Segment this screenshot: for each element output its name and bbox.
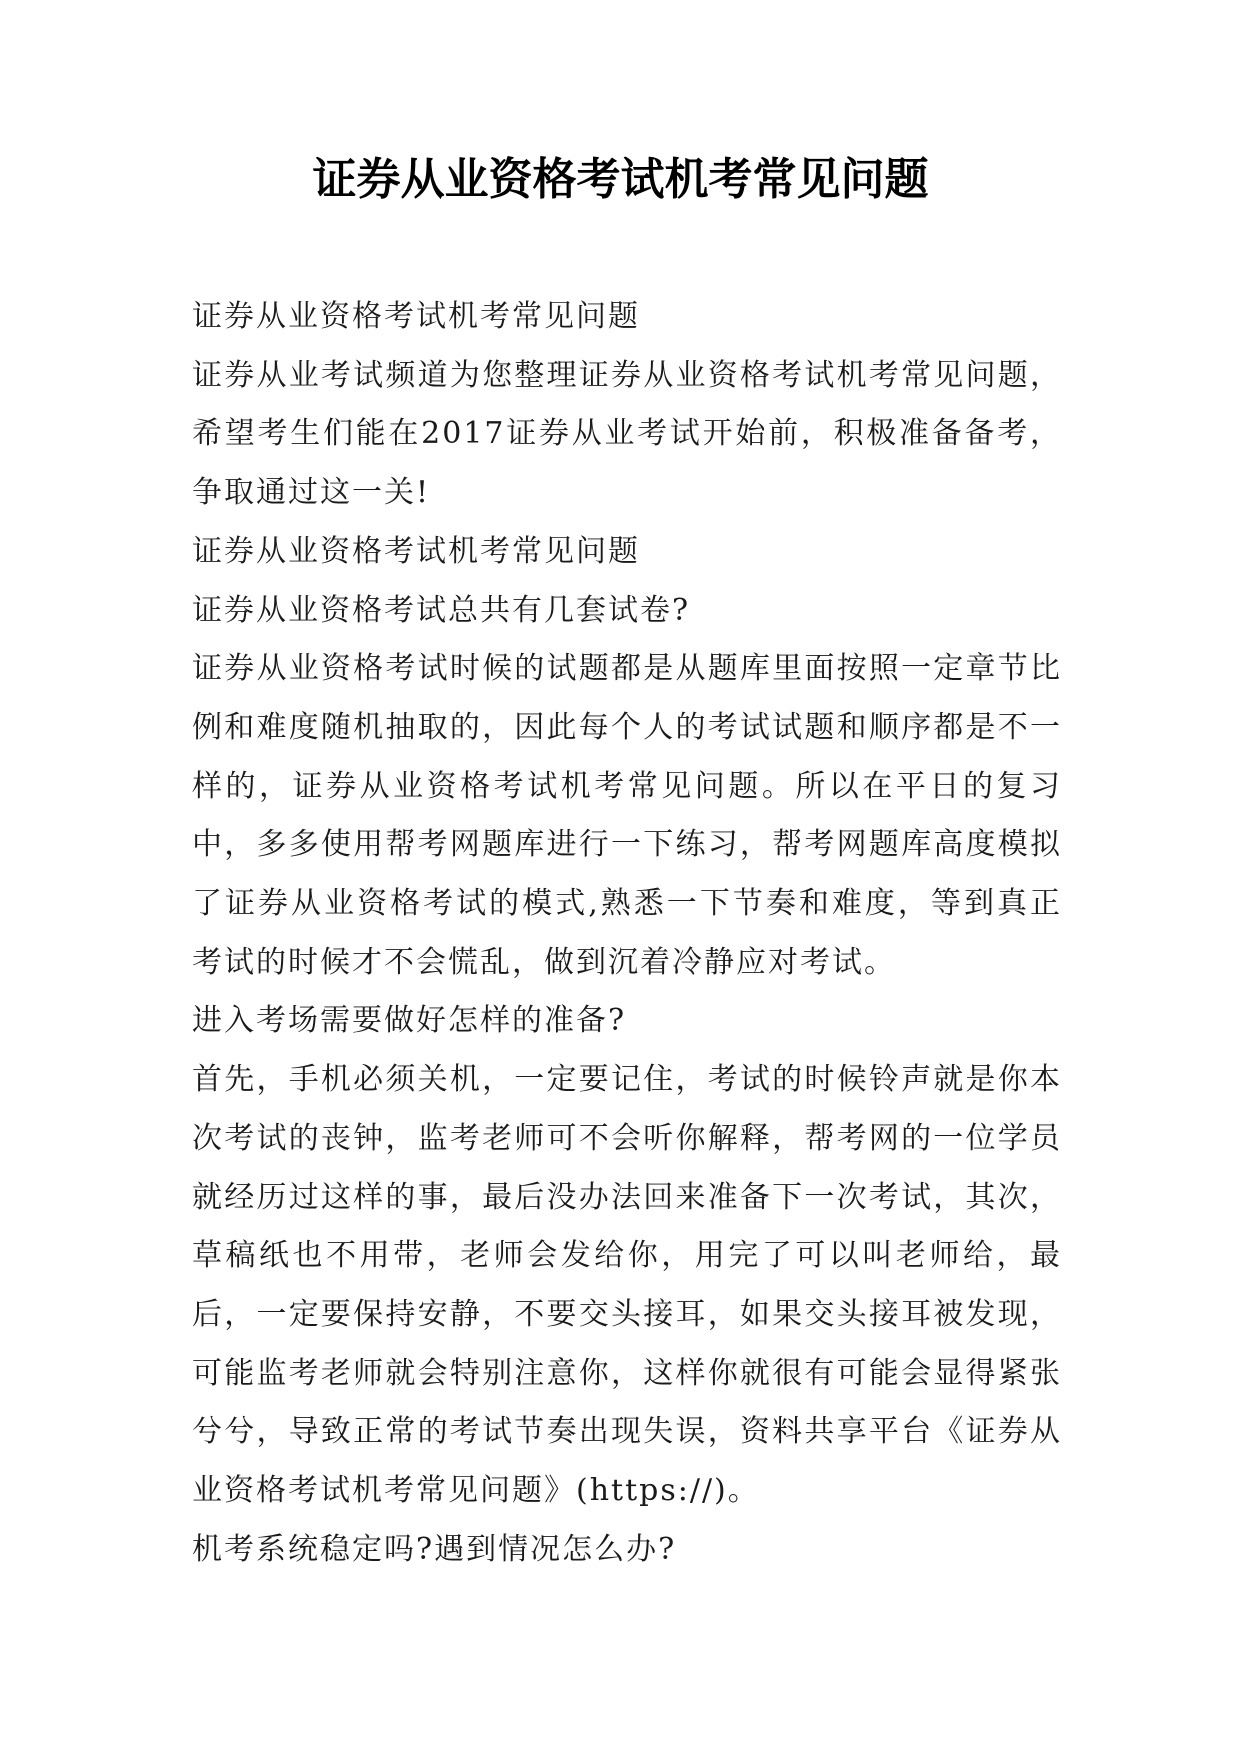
paragraph-subtitle: 证券从业资格考试机考常见问题 — [192, 299, 640, 334]
paragraph-question-2: 进入考场需要做好怎样的准备? — [192, 1003, 627, 1039]
paragraph-answer-1: 证券从业资格考试时候的试题都是从题库里面按照一定章节比例和难度随机抽取的，因此每个人的考试试题和顺序都是不一样的，证券从业资格考试机考常见问题。所以在平日的复习中，多多使用帮考网题库进行一下练习，帮考网题库高度模拟了证券从业资格考试的模式,熟悉一下节奏和难度，等到真正考试的时候才不会慌乱，做到沉着冷静应对考试。 — [192, 651, 1062, 980]
document-body — [192, 288, 1062, 1579]
paragraph-answer-2: 首先，手机必须关机，一定要记住，考试的时候铃声就是你本次考试的丧钟，监考老师可不会听你解释，帮考网的一位学员就经历过这样的事，最后没办法回来准备下一次考试，其次，草稿纸也不用带，老师会发给你，用完了可以叫老师给，最后，一定要保持安静，不要交头接耳，如果交头接耳被发现，可能监考老师就会特别注意你，这样你就很有可能会显得紧张兮兮，导致正常的考试节奏出现失误，资料共享平台《证券从业资格考试机考常见问题》(https://)。 — [192, 1062, 1062, 1509]
document-title: 证券从业资格考试机考常见问题 — [312, 154, 929, 205]
paragraph-section-heading: 证券从业资格考试机考常见问题 — [192, 533, 640, 569]
paragraph-question-1: 证券从业资格考试总共有几套试卷? — [192, 592, 691, 628]
paragraph-intro: 证券从业考试频道为您整理证券从业资格考试机考常见问题，希望考生们能在2017证券从业考试开始前，积极准备备考，争取通过这一关! — [192, 357, 1062, 511]
paragraph-question-3: 机考系统稳定吗?遇到情况怎么办? — [192, 1531, 677, 1567]
